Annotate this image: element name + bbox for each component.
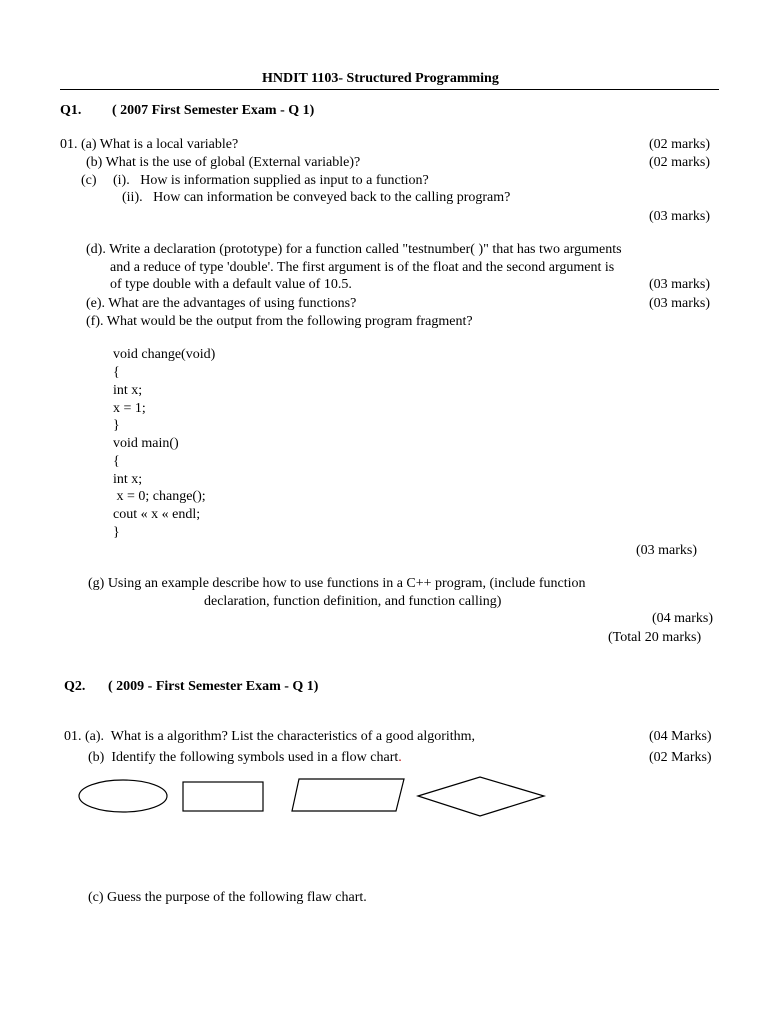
q1-f-marks: (03 marks) (636, 543, 698, 558)
title-underline (60, 89, 719, 90)
process-rectangle-shape (183, 782, 263, 811)
code-line: void change(void) (113, 347, 216, 362)
q1-f-text: (f). What would be the output from the following program fragment? (86, 314, 473, 329)
terminator-oval-shape (79, 780, 167, 812)
code-line: x = 1; (113, 401, 146, 416)
q2-a-text: 01. (a). What is a algorithm? List the characteristics of a good algorithm, (64, 729, 476, 744)
code-line: cout « x « endl; (113, 507, 201, 522)
code-line: { (113, 454, 120, 469)
q1-a-marks: (02 marks) (649, 137, 711, 152)
q2-b-text: (b) Identify the following symbols used in a flow chart (88, 750, 399, 765)
q1-b-text: (b) What is the use of global (External variable)? (86, 155, 361, 170)
page-title: HNDIT 1103- Structured Programming (262, 71, 499, 86)
code-line: } (113, 418, 120, 433)
q1-total: (Total 20 marks) (608, 630, 702, 645)
q2-b-line (88, 749, 402, 767)
q1-a-text: 01. (a) What is a local variable? (60, 137, 239, 152)
q1-g-marks: (04 marks) (652, 611, 714, 626)
q1-c-marks: (03 marks) (649, 209, 711, 224)
q2-label: Q2. (64, 679, 86, 694)
q1-d-marks: (03 marks) (649, 277, 711, 292)
q2-source: ( 2009 - First Semester Exam - Q 1) (108, 679, 319, 694)
q1-d-line2: and a reduce of type 'double'. The first argument is of the float and the second argument is (110, 260, 615, 275)
code-line: x = 0; change(); (113, 489, 206, 504)
q1-g-line2: declaration, function definition, and function calling) (204, 594, 502, 609)
flowchart-symbols (0, 770, 768, 830)
q2-b-dot: . (398, 750, 402, 765)
decision-diamond-shape (418, 777, 544, 816)
q1-g-line1: (g) Using an example describe how to use functions in a C++ program, (include function (88, 576, 586, 591)
code-line: } (113, 525, 120, 540)
code-line: { (113, 365, 120, 380)
q1-c-ii: (ii). How can information be conveyed back to the calling program? (122, 190, 511, 205)
q1-b-marks: (02 marks) (649, 155, 711, 170)
code-line: int x; (113, 472, 143, 487)
q1-d-line1: (d). Write a declaration (prototype) for a function called "testnumber( )" that has two arguments (86, 242, 622, 257)
q2-c-text: (c) Guess the purpose of the following flaw chart. (88, 890, 367, 905)
q1-d-line3: of type double with a default value of 10.5. (110, 277, 352, 292)
q1-c-i: (i). How is information supplied as input to a function? (113, 173, 429, 188)
q1-source: ( 2007 First Semester Exam - Q 1) (112, 103, 315, 118)
q1-e-text: (e). What are the advantages of using functions? (86, 296, 357, 311)
q2-b-marks: (02 Marks) (649, 750, 712, 765)
code-line: int x; (113, 383, 143, 398)
q1-label: Q1. (60, 103, 82, 118)
input-output-parallelogram-shape (292, 779, 404, 811)
q1-e-marks: (03 marks) (649, 296, 711, 311)
q1-c-prefix: (c) (81, 173, 97, 188)
code-line: void main() (113, 436, 179, 451)
q2-a-marks: (04 Marks) (649, 729, 712, 744)
